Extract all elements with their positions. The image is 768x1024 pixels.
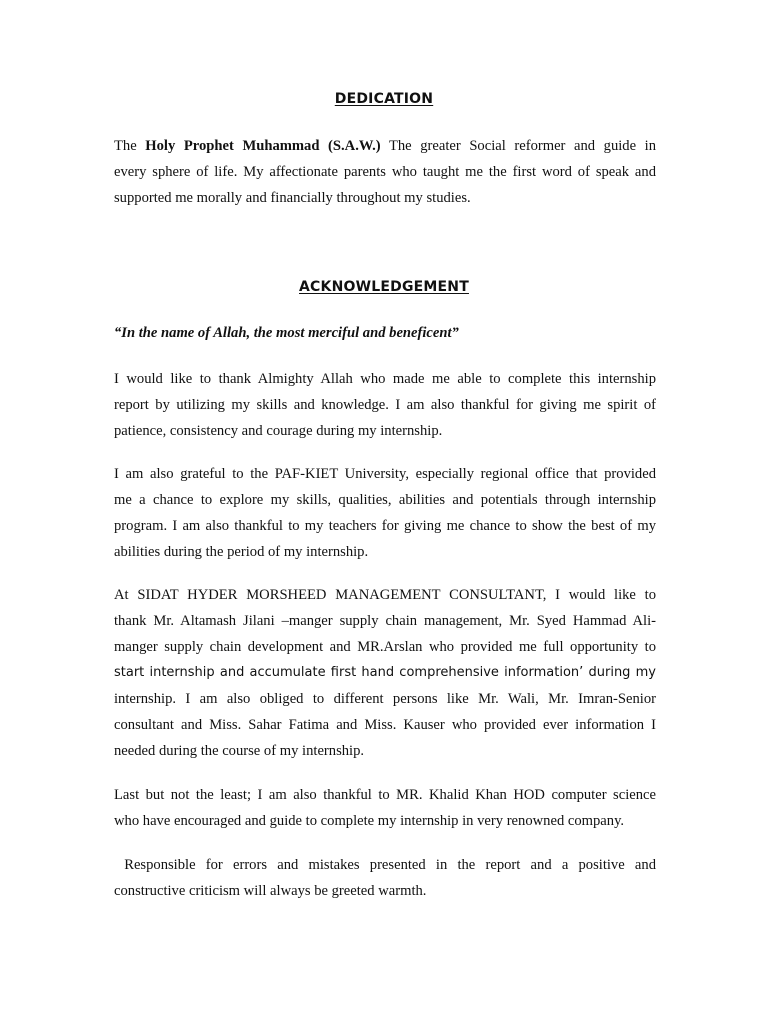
paragraph-line: who have encouraged and guide to complete my internship in very renowned company.: [114, 813, 625, 829]
paragraph-line: manger supply chain development and MR.Arslan who provided me full opportunity to: [114, 639, 656, 655]
ack-paragraph-3: [114, 582, 656, 764]
ack-paragraph-5: [114, 852, 656, 904]
quote-line: “In the name of Allah, the most merciful and beneficent”: [114, 325, 459, 341]
dedication-paragraph: [114, 133, 656, 211]
acknowledgement-heading: ACKNOWLEDGEMENT: [299, 279, 469, 295]
line-text: The: [114, 138, 146, 154]
paragraph-line: report by utilizing my skills and knowledge. I am also thankful for giving me spirit of: [114, 397, 656, 413]
bold-text: Holy Prophet Muhammad (S.A.W.): [145, 138, 381, 154]
paragraph-line: I would like to thank Almighty Allah who made me able to complete this internship: [114, 371, 656, 387]
ack-paragraph-4: [114, 782, 656, 834]
paragraph-line: [114, 133, 656, 159]
paragraph-line: every sphere of life. My affectionate parents who taught me the first word of speak and: [114, 164, 656, 180]
paragraph-line: patience, consistency and courage during my internship.: [114, 423, 443, 439]
paragraph-line: Last but not the least; I am also thankful to MR. Khalid Khan HOD computer science: [114, 787, 656, 803]
paragraph-line: abilities during the period of my internship.: [114, 544, 369, 560]
paragraph-line: me a chance to explore my skills, qualities, abilities and potentials through internship: [114, 492, 656, 508]
paragraph-line: supported me morally and financially throughout my studies.: [114, 190, 471, 206]
paragraph-line: I am also grateful to the PAF-KIET University, especially regional office that provided: [114, 466, 656, 482]
paragraph-line: internship. I am also obliged to different persons like Mr. Wali, Mr. Imran-Senior: [114, 691, 656, 707]
ack-paragraph-1: [114, 366, 656, 444]
paragraph-line: thank Mr. Altamash Jilani –manger supply chain management, Mr. Syed Hammad Ali-: [114, 613, 656, 629]
paragraph-line: consultant and Miss. Sahar Fatima and Miss. Kauser who provided ever information I: [114, 717, 656, 733]
paragraph-line: needed during the course of my internship.: [114, 743, 365, 759]
line-text: The greater Social reformer and guide in: [380, 138, 657, 154]
paragraph-line: program. I am also thankful to my teachers for giving me chance to show the best of my: [114, 518, 656, 534]
paragraph-line: constructive criticism will always be greeted warmth.: [114, 883, 427, 899]
ack-paragraph-2: [114, 461, 656, 565]
paragraph-line: start internship and accumulate first hand comprehensive information’ during my: [114, 665, 656, 680]
paragraph-line: Responsible for errors and mistakes presented in the report and a positive and: [114, 857, 656, 873]
dedication-heading: DEDICATION: [334, 91, 434, 107]
paragraph-line: At SIDAT HYDER MORSHEED MANAGEMENT CONSULTANT, I would like to: [114, 587, 656, 603]
